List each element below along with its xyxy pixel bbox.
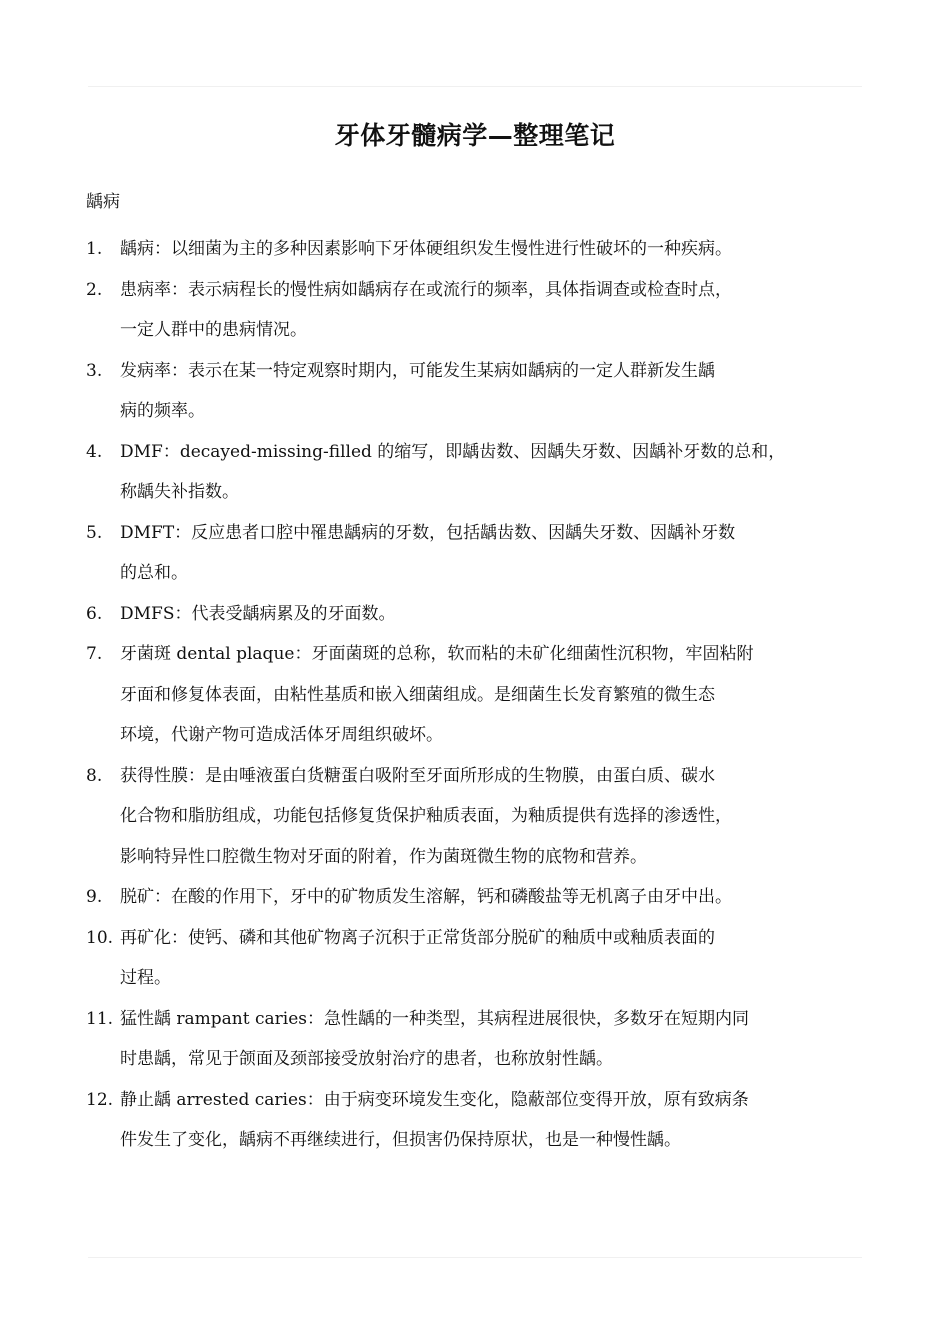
list-item	[0, 634, 950, 756]
list-item	[0, 432, 950, 513]
list-item-number: 2.	[86, 279, 103, 300]
list-item	[0, 756, 950, 878]
list-item-text-line: 患病率：表示病程长的慢性病如龋病存在或流行的频率，具体指调查或检查时点，	[120, 279, 732, 300]
list-item-text-line: 牙面和修复体表面，由粘性基质和嵌入细菌组成。是细菌生长发育繁殖的微生态	[120, 684, 715, 705]
list-item-number: 6.	[86, 603, 103, 624]
list-item-text-line: DMFT：反应患者口腔中罹患龋病的牙数，包括龋齿数、因龋失牙数、因龋补牙数	[120, 522, 736, 543]
list-item-text-line: 影响特异性口腔微生物对牙面的附着，作为菌斑微生物的底物和营养。	[120, 846, 647, 867]
list-item-text-line: 静止龋 arrested caries：由于病变环境发生变化，隐蔽部位变得开放，原有致病条	[120, 1089, 749, 1110]
list-item-number: 7.	[86, 644, 103, 664]
list-item	[0, 877, 950, 918]
list-item-number: 5.	[86, 522, 103, 543]
list-item-text-line: 发病率：表示在某一特定观察时期内，可能发生某病如龋病的一定人群新发生龋	[120, 360, 715, 381]
list-item-number: 9.	[86, 887, 103, 907]
list-item-text-line: 一定人群中的患病情况。	[120, 320, 307, 340]
list-item	[0, 270, 950, 351]
header-rule	[88, 86, 862, 87]
list-item	[0, 229, 950, 270]
list-item-text-line: 脱矿：在酸的作用下，牙中的矿物质发生溶解，钙和磷酸盐等无机离子由牙中出。	[120, 887, 732, 907]
list-item	[0, 999, 950, 1080]
list-item-text-line: 获得性膜：是由唾液蛋白货糖蛋白吸附至牙面所形成的生物膜，由蛋白质、碳水	[120, 765, 715, 786]
list-item-text-line: DMFS：代表受龋病累及的牙面数。	[120, 603, 396, 624]
list-item-text-line: 环境，代谢产物可造成活体牙周组织破坏。	[120, 725, 443, 745]
list-item-text-line: 猛性龋 rampant caries：急性龋的一种类型，其病程进展很快，多数牙在短期内同	[120, 1008, 749, 1029]
list-item-text-line: 再矿化：使钙、磷和其他矿物离子沉积于正常货部分脱矿的釉质中或釉质表面的	[120, 927, 715, 948]
list-item	[0, 918, 950, 999]
list-item-text-line: 病的频率。	[120, 401, 205, 421]
list-item-text-line: 称龋失补指数。	[120, 482, 239, 502]
list-item-text-line: 龋病：以细菌为主的多种因素影响下牙体硬组织发生慢性进行性破坏的一种疾病。	[120, 239, 732, 259]
list-item-number: 1.	[86, 239, 103, 259]
list-item-text-line: DMF：decayed-missing-filled 的缩写，即龋齿数、因龋失牙数、因龋补牙数的总和，	[120, 441, 786, 462]
list-item-number: 10.	[86, 927, 114, 948]
list-item-number: 12.	[86, 1089, 114, 1110]
list-item-text-line: 件发生了变化，龋病不再继续进行，但损害仍保持原状，也是一种慢性龋。	[120, 1130, 681, 1150]
page-title: 牙体牙髓病学—整理笔记	[334, 121, 616, 150]
list-item-text-line: 牙菌斑 dental plaque：牙面菌斑的总称，软而粘的未矿化细菌性沉积物，牢固粘附	[120, 644, 754, 664]
list-item	[0, 513, 950, 594]
list-item	[0, 594, 950, 635]
list-item-number: 4.	[86, 441, 103, 462]
list-item	[0, 1080, 950, 1161]
list-item-text-line: 过程。	[120, 968, 171, 988]
list-item-number: 3.	[86, 360, 103, 381]
list-item-text-line: 的总和。	[120, 563, 188, 583]
footer-rule	[88, 1257, 862, 1258]
list-item	[0, 351, 950, 432]
section-heading: 龋病	[86, 192, 120, 212]
definition-list	[0, 229, 950, 1161]
list-item-text-line: 时患龋，常见于颌面及颈部接受放射治疗的患者，也称放射性龋。	[120, 1049, 613, 1069]
list-item-number: 11.	[86, 1008, 114, 1029]
list-item-number: 8.	[86, 765, 103, 786]
list-item-text-line: 化合物和脂肪组成，功能包括修复货保护釉质表面，为釉质提供有选择的渗透性，	[120, 806, 732, 826]
